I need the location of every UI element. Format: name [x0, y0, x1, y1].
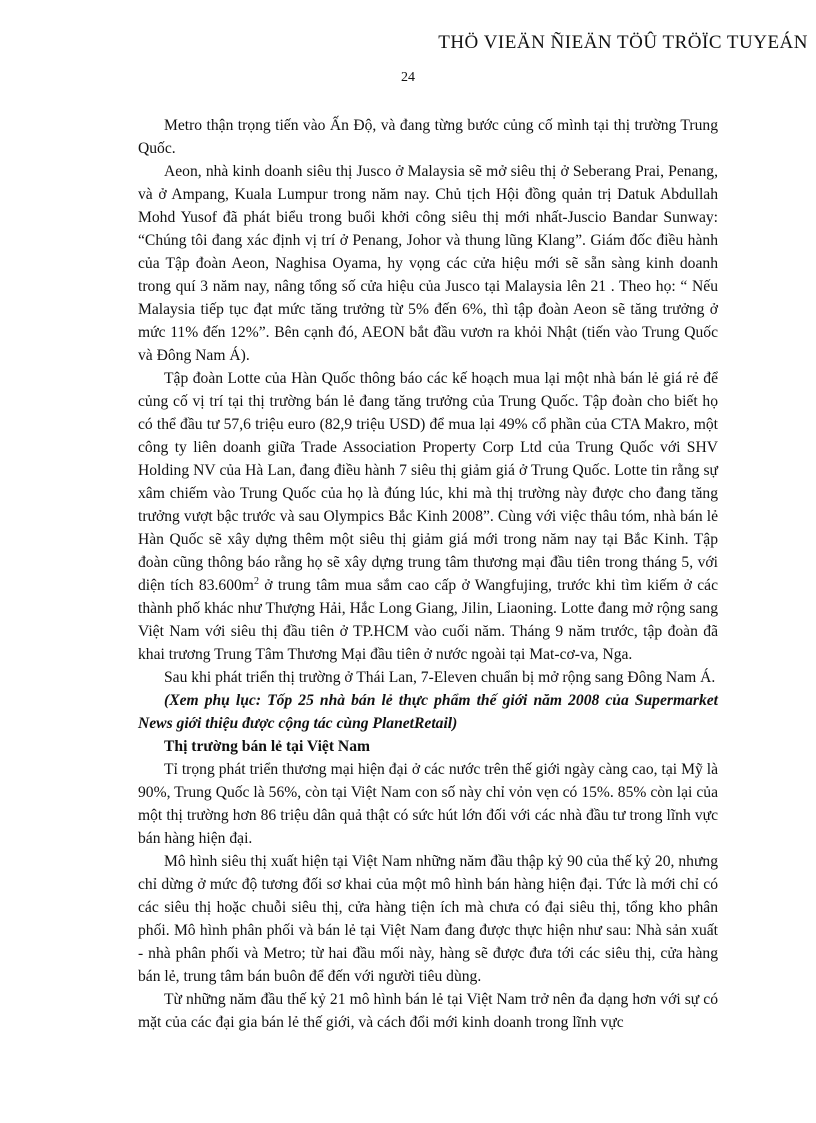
paragraph-supermarket-model: Mô hình siêu thị xuất hiện tại Việt Nam những năm đầu thập kỷ 90 của thế kỷ 20, nhưng chỉ dừng ở mức độ tương đối sơ khai của một mô hình bán hàng hiện đại. Tức là mới chỉ có các siêu thị hoặc chuỗi siêu thị, cửa hàng tiện ích mà chưa có đại siêu thị, tổng kho phân phối. Mô hình phân phối và bán lẻ tại Việt Nam đang được thực hiện như sau: Nhà sản xuất - nhà phân phối và Metro; từ hai đầu mối này, hàng sẽ được đưa tới các siêu thị, cửa hàng bán lẻ, trung tâm bán buôn để đến với người tiêu dùng.	[138, 853, 718, 985]
header-title: THÖ VIEÄN ÑIEÄN TÖÛ TRÖÏC TUYEÁN	[438, 32, 808, 53]
paragraph-lotte-part1: Tập đoàn Lotte của Hàn Quốc thông báo các kế hoạch mua lại một nhà bán lẻ giá rẻ để củng cố vị trí tại thị trường bán lẻ đang tăng trưởng của Trung Quốc. Tập đoàn cho biết họ có thể đầu tư 57,6 triệu euro (82,9 triệu USD) để mua lại 49% cổ phần của CTA Makro, một công ty liên doanh giữa Trade Association Property Corp Ltd của Trung Quốc với SHV Holding NV của Hà Lan, đang điều hành 7 siêu thị giảm giá ở Trung Quốc. Lotte tin rằng sự xâm chiếm vào Trung Quốc của họ là đúng lúc, khi mà thị trường này được cho đang tăng trưởng vượt bậc trước và sau Olympics Bắc Kinh 2008”. Cùng với việc thâu tóm, nhà bán lẻ Hàn Quốc sẽ xây dựng thêm một siêu thị giảm giá mới trong năm nay tại Bắc Kinh. Tập đoàn cũng thông báo rằng họ sẽ xây dựng trung tâm thương mại đầu tiên trong tháng 5, với diện tích 83.600m	[138, 370, 718, 594]
paragraph-lotte	[138, 367, 718, 666]
paragraph-aeon: Aeon, nhà kinh doanh siêu thị Jusco ở Malaysia sẽ mở siêu thị ở Seberang Prai, Penang, và ở Ampang, Kuala Lumpur trong năm nay. Chủ tịch Hội đồng quản trị Datuk Abdullah Mohd Yusof đã phát biểu trong buổi khởi công siêu thị mới nhất-Juscio Bandar Sunway: “Chúng tôi đang xác định vị trí ở Penang, Johor và thung lũng Klang”. Giám đốc điều hành của Tập đoàn Aeon, Naghisa Oyama, hy vọng các cửa hiệu mới sẽ sẵn sàng kinh doanh trong quí 3 năm nay, nâng tổng số cửa hiệu của Jusco tại Malaysia lên 21 . Theo họ: “ Nếu Malaysia tiếp tục đạt mức tăng trưởng từ 5% đến 6%, thì tập đoàn Aeon sẽ tăng trưởng ở mức 11% đến 12%”. Bên cạnh đó, AEON bắt đầu vươn ra khỏi Nhật (tiến vào Trung Quốc và Đông Nam Á).	[138, 163, 718, 364]
appendix-note: (Xem phụ lục: Tốp 25 nhà bán lẻ thực phẩm thế giới năm 2008 của Supermarket News giới thiệu được cộng tác cùng PlanetRetail)	[138, 692, 718, 732]
paragraph-7eleven: Sau khi phát triển thị trường ở Thái Lan, 7-Eleven chuẩn bị mở rộng sang Đông Nam Á.	[164, 669, 716, 686]
section-heading: Thị trường bán lẻ tại Việt Nam	[164, 738, 370, 755]
paragraph-21st-century: Từ những năm đầu thế kỷ 21 mô hình bán lẻ tại Việt Nam trở nên đa dạng hơn với sự có mặt của các đại gia bán lẻ thế giới, và cách đổi mới kinh doanh trong lĩnh vực	[138, 991, 718, 1031]
superscript-squared: 2	[253, 575, 259, 587]
paragraph-lotte-part2: ở trung tâm mua sắm cao cấp ở Wangfujing, trước khi tìm kiếm ở các thành phố khác như Thượng Hải, Hắc Long Giang, Jilin, Liaoning. Lotte đang mở rộng sang Việt Nam với siêu thị đầu tiên ở TP.HCM vào cuối năm. Tháng 9 năm trước, tập đoàn đã khai trương Trung Tâm Thương Mại đầu tiên ở nước ngoài tại Mat-cơ-va, Nga.	[138, 577, 718, 663]
paragraph-market-share: Tỉ trọng phát triển thương mại hiện đại ở các nước trên thế giới ngày càng cao, tại Mỹ là 90%, Trung Quốc là 56%, còn tại Việt Nam con số này chỉ vỏn vẹn có 15%. 85% còn lại của một thị trường hơn 86 triệu dân quả thật có sức hút lớn đối với các nhà đầu tư trong lĩnh vực bán hàng hiện đại.	[138, 761, 718, 847]
body-text	[138, 114, 718, 1034]
page-number: 24	[401, 70, 415, 85]
paragraph-metro: Metro thận trọng tiến vào Ấn Độ, và đang từng bước củng cố mình tại thị trường Trung Quốc.	[138, 117, 718, 157]
